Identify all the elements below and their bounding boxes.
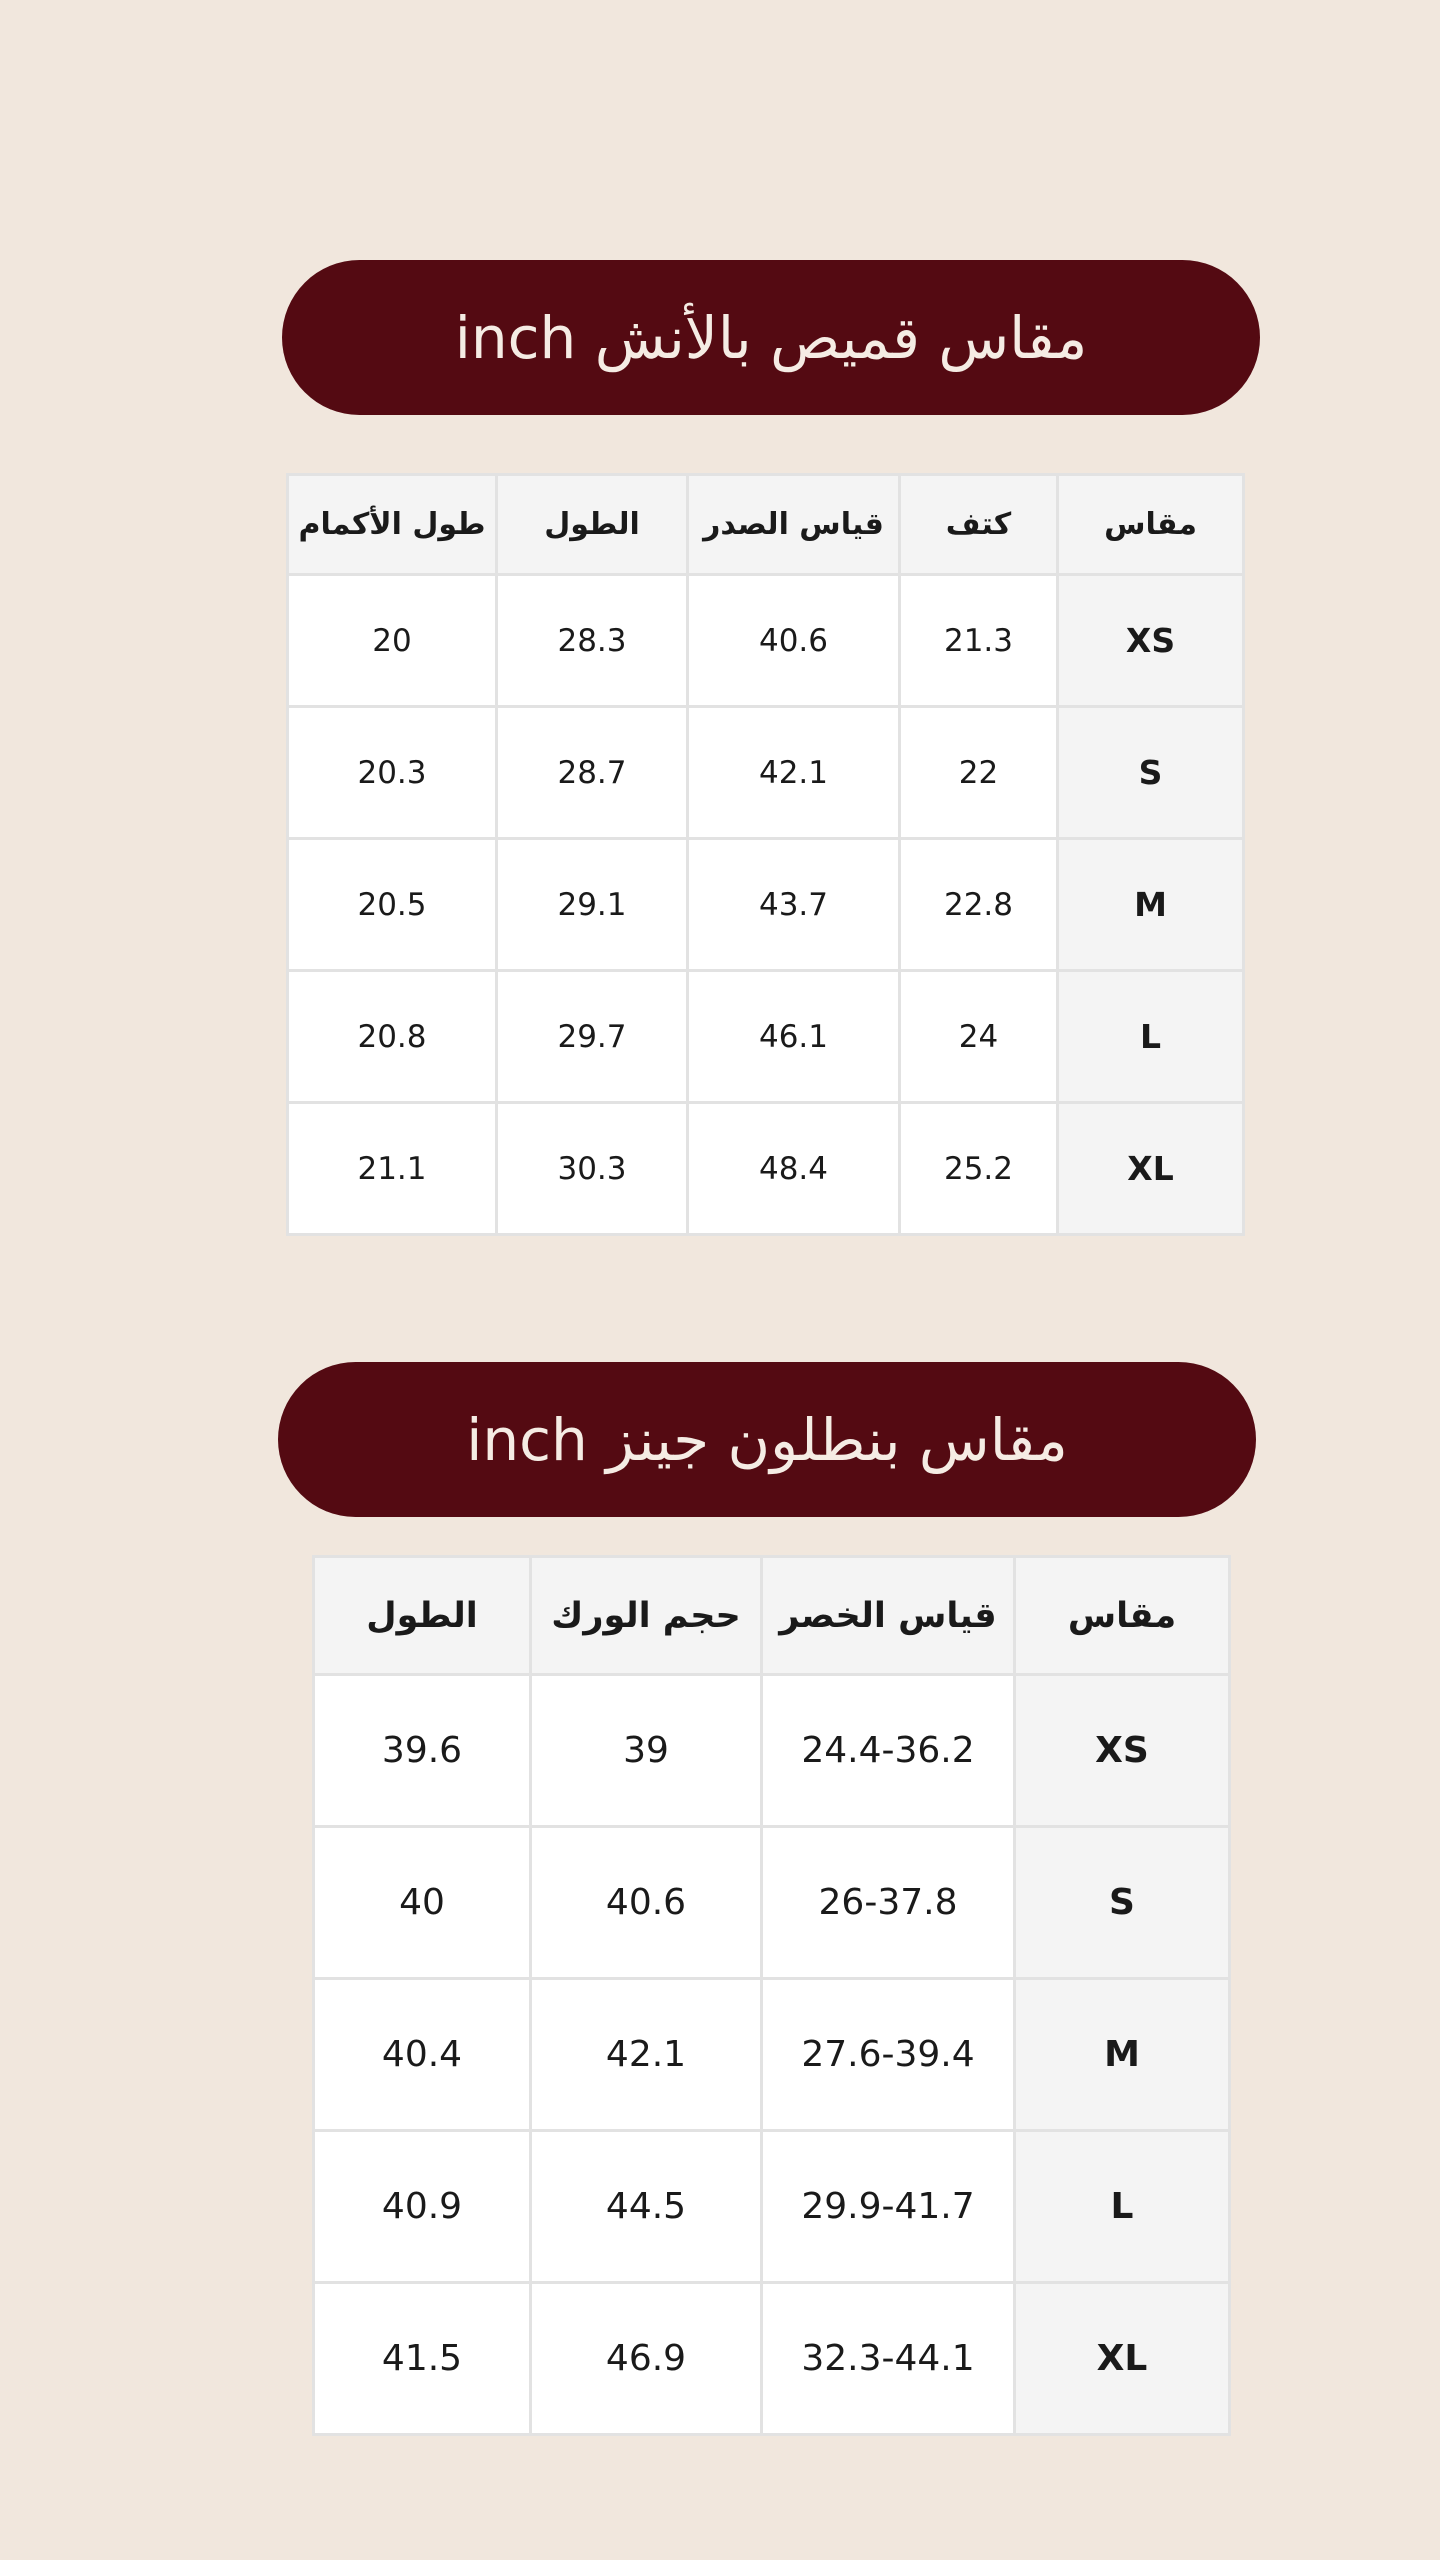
header-waist: قياس الخصر xyxy=(762,1557,1015,1675)
header-shoulder: كتف xyxy=(900,475,1058,575)
sleeve-cell: 20.5 xyxy=(288,839,497,971)
size-cell: S xyxy=(1015,1827,1230,1979)
size-cell: L xyxy=(1058,971,1244,1103)
shoulder-cell: 24 xyxy=(900,971,1058,1103)
table-row xyxy=(314,1675,1230,1827)
waist-cell: 27.6-39.4 xyxy=(762,1979,1015,2131)
jeans-size-title-banner xyxy=(278,1362,1256,1517)
hip-cell: 39 xyxy=(531,1675,762,1827)
shoulder-cell: 22 xyxy=(900,707,1058,839)
waist-cell: 26-37.8 xyxy=(762,1827,1015,1979)
sleeve-cell: 21.1 xyxy=(288,1103,497,1235)
length-cell: 41.5 xyxy=(314,2283,531,2435)
header-length: الطول xyxy=(314,1557,531,1675)
size-cell: XS xyxy=(1015,1675,1230,1827)
table-row xyxy=(314,1979,1230,2131)
size-cell: S xyxy=(1058,707,1244,839)
header-hip: حجم الورك xyxy=(531,1557,762,1675)
header-sleeve-length: طول الأكمام xyxy=(288,475,497,575)
length-cell: 28.7 xyxy=(497,707,688,839)
shirt-size-title: مقاس قميص بالأنش inch xyxy=(454,303,1088,372)
length-cell: 40 xyxy=(314,1827,531,1979)
shoulder-cell: 21.3 xyxy=(900,575,1058,707)
header-length: الطول xyxy=(497,475,688,575)
chest-cell: 43.7 xyxy=(688,839,900,971)
size-cell: M xyxy=(1058,839,1244,971)
table-header-row xyxy=(314,1557,1230,1675)
hip-cell: 40.6 xyxy=(531,1827,762,1979)
table-row xyxy=(314,1827,1230,1979)
waist-cell: 24.4-36.2 xyxy=(762,1675,1015,1827)
header-size: مقاس xyxy=(1058,475,1244,575)
jeans-size-title: مقاس بنطلون جينز inch xyxy=(466,1405,1068,1474)
chest-cell: 46.1 xyxy=(688,971,900,1103)
chest-cell: 42.1 xyxy=(688,707,900,839)
header-chest: قياس الصدر xyxy=(688,475,900,575)
shirt-size-title-banner xyxy=(282,260,1260,415)
size-cell: XL xyxy=(1015,2283,1230,2435)
sleeve-cell: 20.8 xyxy=(288,971,497,1103)
length-cell: 30.3 xyxy=(497,1103,688,1235)
table-header-row xyxy=(288,475,1244,575)
length-cell: 28.3 xyxy=(497,575,688,707)
length-cell: 40.4 xyxy=(314,1979,531,2131)
size-cell: L xyxy=(1015,2131,1230,2283)
table-row xyxy=(288,971,1244,1103)
shirt-size-table xyxy=(286,473,1245,1236)
waist-cell: 32.3-44.1 xyxy=(762,2283,1015,2435)
chest-cell: 40.6 xyxy=(688,575,900,707)
jeans-size-table xyxy=(312,1555,1231,2436)
size-cell: XL xyxy=(1058,1103,1244,1235)
length-cell: 39.6 xyxy=(314,1675,531,1827)
shoulder-cell: 25.2 xyxy=(900,1103,1058,1235)
hip-cell: 44.5 xyxy=(531,2131,762,2283)
sleeve-cell: 20 xyxy=(288,575,497,707)
waist-cell: 29.9-41.7 xyxy=(762,2131,1015,2283)
table-row xyxy=(314,2131,1230,2283)
hip-cell: 46.9 xyxy=(531,2283,762,2435)
table-row xyxy=(288,575,1244,707)
hip-cell: 42.1 xyxy=(531,1979,762,2131)
size-cell: M xyxy=(1015,1979,1230,2131)
table-row xyxy=(314,2283,1230,2435)
size-cell: XS xyxy=(1058,575,1244,707)
table-row xyxy=(288,839,1244,971)
table-row xyxy=(288,707,1244,839)
length-cell: 40.9 xyxy=(314,2131,531,2283)
length-cell: 29.1 xyxy=(497,839,688,971)
chest-cell: 48.4 xyxy=(688,1103,900,1235)
shoulder-cell: 22.8 xyxy=(900,839,1058,971)
sleeve-cell: 20.3 xyxy=(288,707,497,839)
table-row xyxy=(288,1103,1244,1235)
length-cell: 29.7 xyxy=(497,971,688,1103)
header-size: مقاس xyxy=(1015,1557,1230,1675)
